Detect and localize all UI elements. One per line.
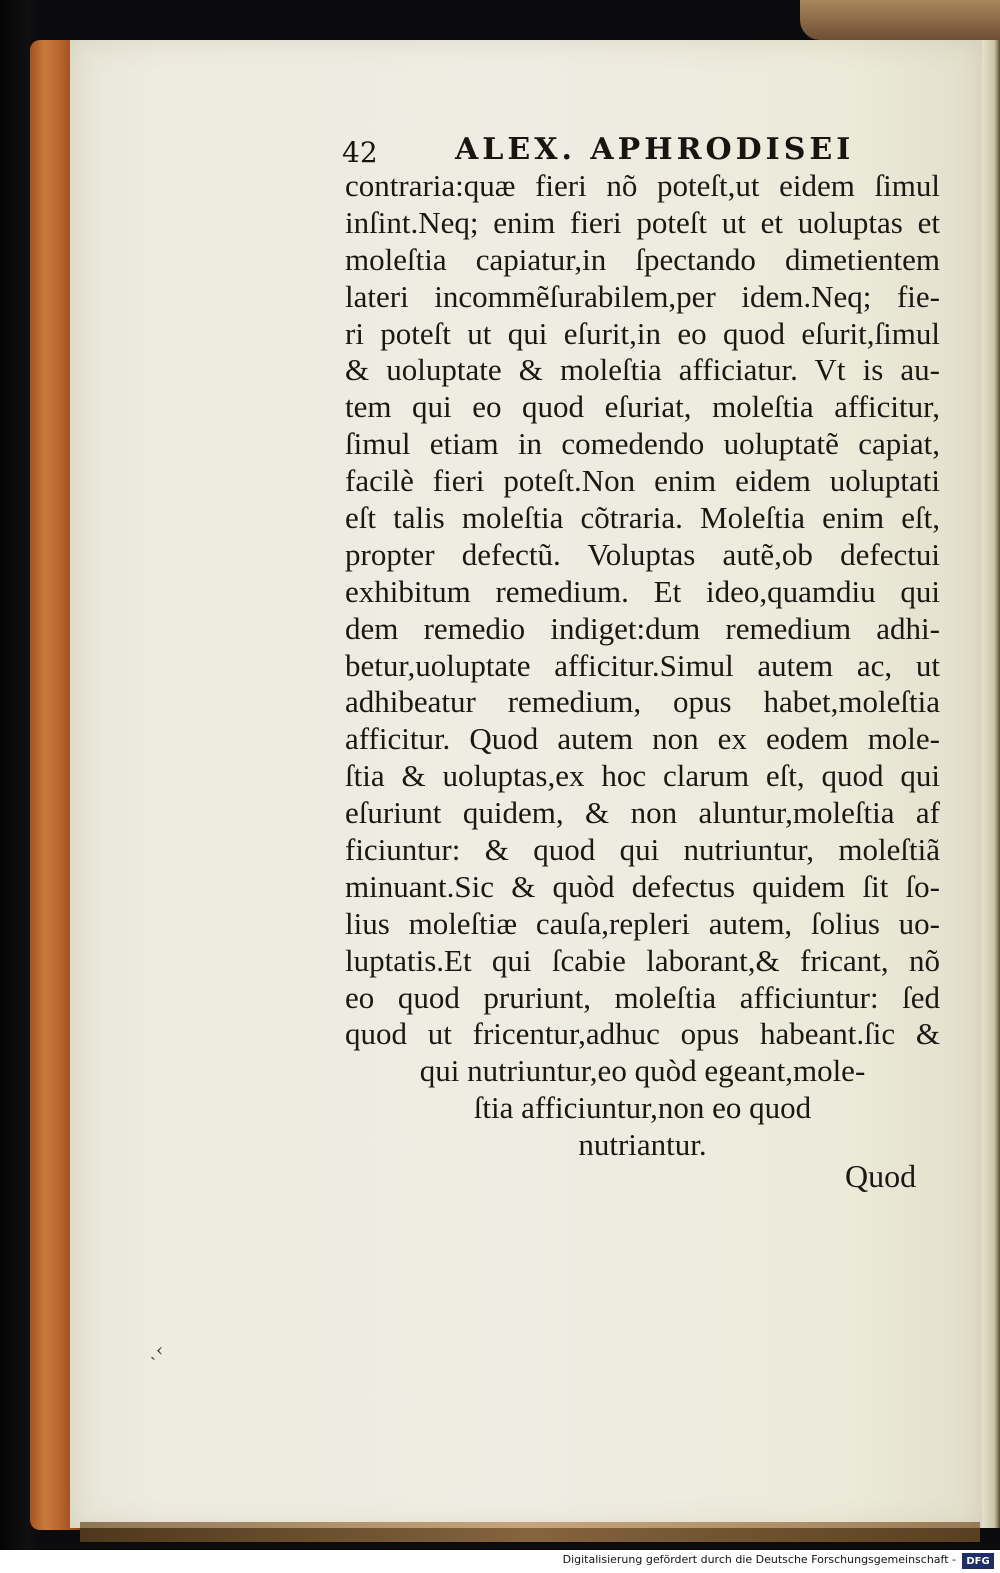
text-line: eſt talis moleſtia cõtraria. Moleſtia enim eſt, — [345, 500, 940, 536]
text-line: eo quod pruriunt, moleſtia afficiuntur: ſed — [345, 979, 940, 1015]
closing-line: ſtia afficiuntur,non eo quod — [473, 1090, 812, 1126]
funding-credit: Digitalisierung gefördert durch die Deutsche Forschungsgemeinschaft - — [562, 1553, 956, 1566]
body-text — [345, 168, 940, 1164]
text-line: dem remedio indiget:dum remedium adhi- — [345, 610, 940, 646]
text-line: moleſtia capiatur,in ſpectando dimetientem — [345, 241, 940, 277]
text-line: luptatis.Et qui ſcabie laborant,& fricant, nõ — [345, 942, 940, 978]
page-bottom-edge — [80, 1522, 980, 1542]
text-line: lateri incommẽſurabilem,per idem.Neq; fie- — [345, 278, 940, 314]
text-line: inſint.Neq; enim fieri poteſt ut et uoluptas et — [345, 204, 940, 240]
stray-ink-mark: ˏ‹ — [150, 1340, 164, 1361]
text-line: betur,uoluptate afficitur.Simul autem ac, ut — [345, 647, 940, 683]
running-title: ALEX. APHRODISEI — [455, 132, 855, 167]
page-number: 42 — [342, 136, 378, 169]
text-line: quod ut fricentur,adhuc opus habeant.ſic & — [345, 1016, 940, 1052]
text-line: eſuriunt quidem, & non aluntur,moleſtia af — [345, 795, 940, 831]
book-cover-corner — [800, 0, 1000, 40]
text-line: contraria:quæ fieri nõ poteſt,ut eidem ſimul — [345, 168, 940, 203]
text-line: ſimul etiam in comedendo uoluptatẽ capiat, — [345, 426, 940, 462]
closing-line: qui nutriuntur,eo quòd egeant,mole- — [419, 1053, 866, 1089]
text-line: & uoluptate & moleſtia afficiatur. Vt is au- — [345, 352, 940, 388]
running-header — [0, 132, 1000, 172]
footer-bar — [0, 1550, 1000, 1573]
closing-line: nutriantur. — [578, 1127, 707, 1163]
text-line: tem qui eo quod eſuriat, moleſtia afficitur, — [345, 389, 940, 425]
text-line: propter defectũ. Voluptas autẽ,ob defectui — [345, 536, 940, 572]
text-line: adhibeatur remedium, opus habet,moleſtia — [345, 684, 940, 720]
text-line: afficitur. Quod autem non ex eodem mole- — [345, 721, 940, 757]
page-edge — [982, 40, 1000, 1528]
text-line: ſtia & uoluptas,ex hoc clarum eſt, quod qui — [345, 758, 940, 794]
catchword: Quod — [845, 1158, 917, 1194]
text-line: exhibitum remedium. Et ideo,quamdiu qui — [345, 573, 940, 609]
text-line: minuant.Sic & quòd defectus quidem ſit ſo- — [345, 868, 940, 904]
dfg-logo-icon: DFG — [962, 1553, 994, 1569]
text-line: facilè fieri poteſt.Non enim eidem uoluptati — [345, 463, 940, 499]
text-line: ficiuntur: & quod qui nutriuntur, moleſtiã — [345, 832, 940, 868]
text-line: lius moleſtiæ cauſa,repleri autem, ſolius uo- — [345, 905, 940, 941]
text-line: ri poteſt ut qui eſurit,in eo quod eſurit,ſimul — [345, 315, 940, 351]
